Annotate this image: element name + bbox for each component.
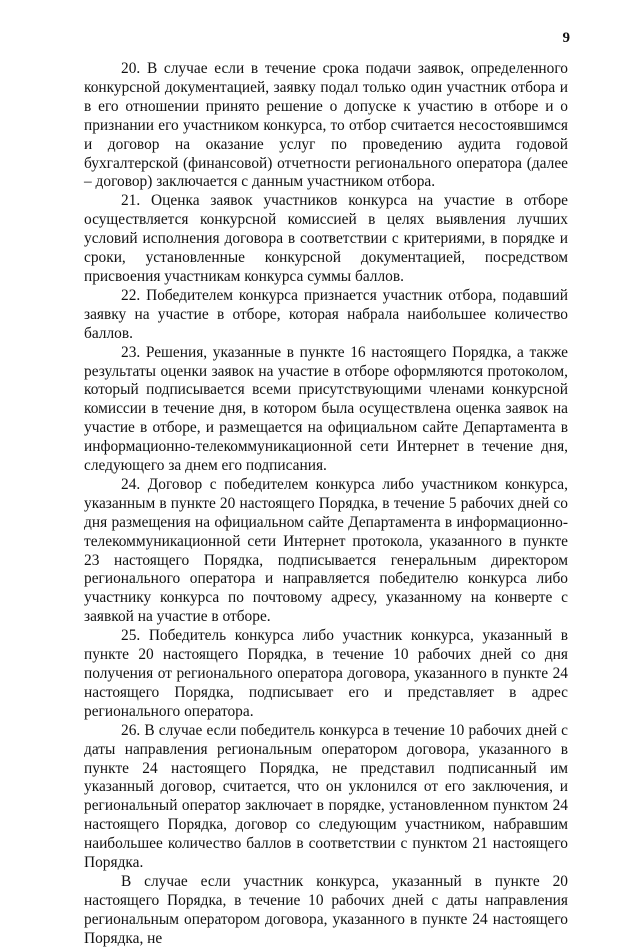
paragraph-26-continuation: В случае если участник конкурса, указанный в пункте 20 настоящего Порядка, в течение 10 рабочих дней с даты направления региональным оператором договора, указанного в пункте 24 настоящего Порядка, не [84,872,568,947]
paragraph-24: 24. Договор с победителем конкурса либо участником конкурса, указанным в пункте 20 настоящего Порядка, в течение 5 рабочих дней со дня размещения на официальном сайте Департамента в информационно-телекоммуникационной сети Интернет протокола, указанного в пункте 23 настоящего Порядка, подписывается генеральным директором регионального оператора и направляется победителю конкурса либо участнику конкурса по почтовому адресу, указанному на конверте с заявкой на участие в отборе. [84,475,568,626]
page-number: 9 [562,30,570,46]
paragraph-20: 20. В случае если в течение срока подачи заявок, определенного конкурсной документацией, заявку подал только один участник отбора и в его отношении принято решение о допуске к участию в отборе и о признании его участником конкурса, то отбор считается несостоявшимся и договор на оказание услуг по проведению аудита годовой бухгалтерской (финансовой) отчетности регионального оператора (далее – договор) заключается с данным участником отбора. [84,60,568,191]
paragraph-21: 21. Оценка заявок участников конкурса на участие в отборе осуществляется конкурсной комиссией в целях выявления лучших условий исполнения договора в соответствии с критериями, в порядке и сроки, установленные конкурсной документацией, посредством присвоения участникам конкурса суммы баллов. [84,192,568,285]
paragraph-25: 25. Победитель конкурса либо участник конкурса, указанный в пункте 20 настоящего Порядка, в течение 10 рабочих дней со дня получения от регионального оператора договора, указанного в пункте 24 настоящего Порядка, подписывает его и представляет в адрес регионального оператора. [84,627,568,720]
document-body [84,60,568,949]
paragraph-22: 22. Победителем конкурса признается участник отбора, подавший заявку на участие в отборе, которая набрала наибольшее количество баллов. [84,286,568,342]
paragraph-26: 26. В случае если победитель конкурса в течение 10 рабочих дней с даты направления региональным оператором договора, указанного в пункте 24 настоящего Порядка, не представил подписанный им указанный договор, считается, что он уклонился от его заключения, и региональный оператор заключает в порядке, установленном пунктом 24 настоящего Порядка, договор со следующим участником, набравшим наибольшее количество баллов в соответствии с пунктом 21 настоящего Порядка. [84,721,568,872]
paragraph-23: 23. Решения, указанные в пункте 16 настоящего Порядка, а также результаты оценки заявок на участие в отборе оформляются протоколом, который подписывается всеми присутствующими членами конкурсной комиссии в течение дня, в котором была осуществлена оценка заявок на участие в отборе, и размещается на официальном сайте Департамента в информационно-телекоммуникационной сети Интернет в течение дня, следующего за днем его подписания. [84,343,568,475]
